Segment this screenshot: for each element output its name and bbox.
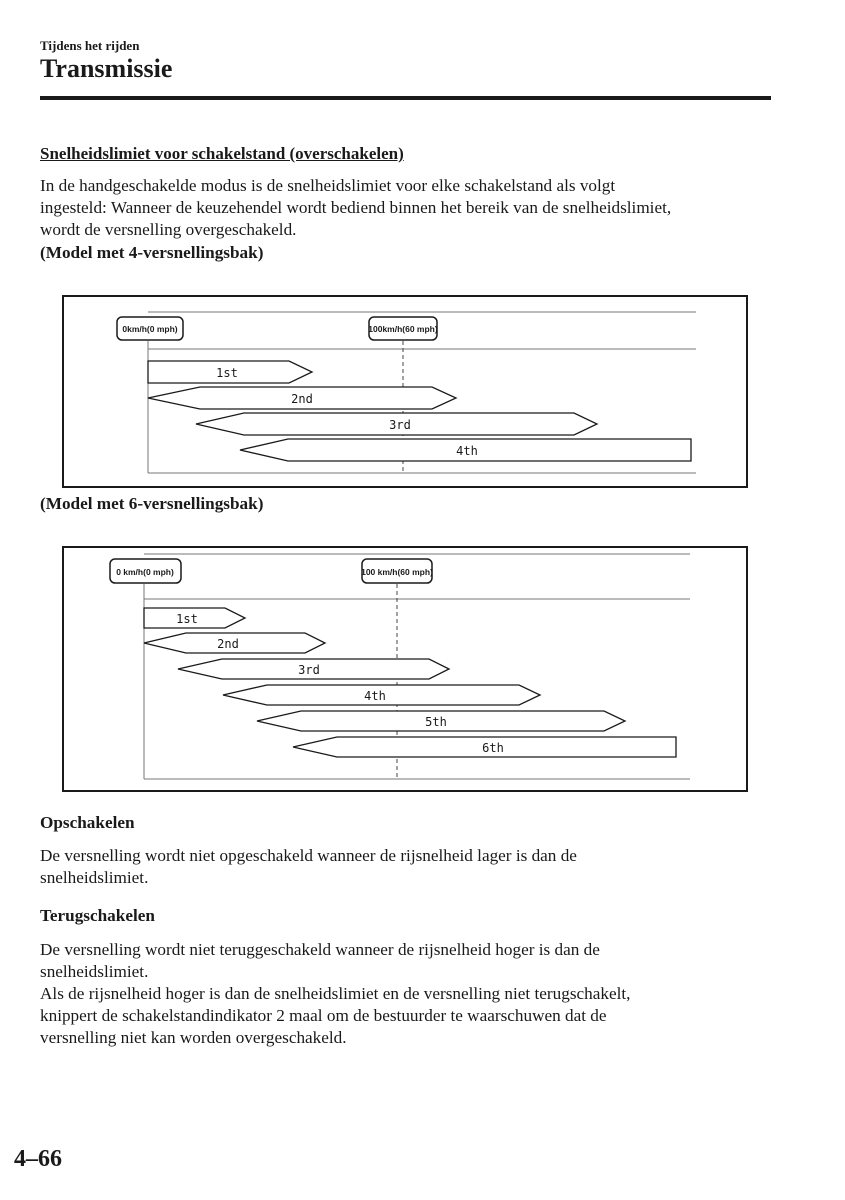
speed-limit-heading: Snelheidslimiet voor schakelstand (overschakelen) [40,144,404,163]
gear-label-2nd: 2nd [291,392,313,406]
diagram4-caption: (Model met 4-versnellingsbak) [40,243,264,262]
downshift-line-5: versnelling niet kan worden overgeschakeld. [40,1028,347,1047]
gear-label-3rd: 3rd [389,418,411,432]
gear-label-1st: 1st [216,366,238,380]
downshift-line-4: knippert de schakelstandindikator 2 maal om de bestuurder te waarschuwen dat de [40,1006,607,1025]
upshift-heading: Opschakelen [40,813,135,832]
downshift-heading: Terugschakelen [40,906,155,925]
upshift-line-1: De versnelling wordt niet opgeschakeld wanneer de rijsnelheid lager is dan de [40,846,577,865]
speed-limit-line-2: ingesteld: Wanneer de keuzehendel wordt bediend binnen het bereik van de snelheidslimiet, [40,198,672,217]
speed-label-0-text: 0 km/h(0 mph) [116,567,174,577]
gear-label-4th: 4th [364,689,386,703]
gear-label-2nd: 2nd [217,637,239,651]
gear-label-3rd: 3rd [298,663,320,677]
gear-diagram-4-speed [62,295,748,488]
speed-limit-line-3: wordt de versnelling overgeschakeld. [40,220,297,239]
gear-label-4th: 4th [456,444,478,458]
diagram6-caption: (Model met 6-versnellingsbak) [40,494,264,513]
gear-diagram-6-speed [62,546,748,792]
gear-label-5th: 5th [425,715,447,729]
speed-label-100-text: 100 km/h(60 mph) [361,567,433,577]
gear-label-6th: 6th [482,741,504,755]
gear-label-1st: 1st [176,612,198,626]
page-number: 4–66 [14,1146,62,1172]
downshift-line-2: snelheidslimiet. [40,962,149,981]
speed-label-100-text: 100km/h(60 mph) [368,324,438,334]
upshift-line-2: snelheidslimiet. [40,868,149,887]
speed-limit-line-1: In de handgeschakelde modus is de snelheidslimiet voor elke schakelstand als volgt [40,176,616,195]
downshift-line-1: De versnelling wordt niet teruggeschakeld wanneer de rijsnelheid hoger is dan de [40,940,600,959]
section-label: Tijdens het rijden [40,38,140,53]
page-title: Transmissie [40,54,173,83]
title-rule [40,96,771,100]
downshift-line-3: Als de rijsnelheid hoger is dan de snelheidslimiet en de versnelling niet terugschakelt, [40,984,631,1003]
speed-label-0-text: 0km/h(0 mph) [122,324,178,334]
